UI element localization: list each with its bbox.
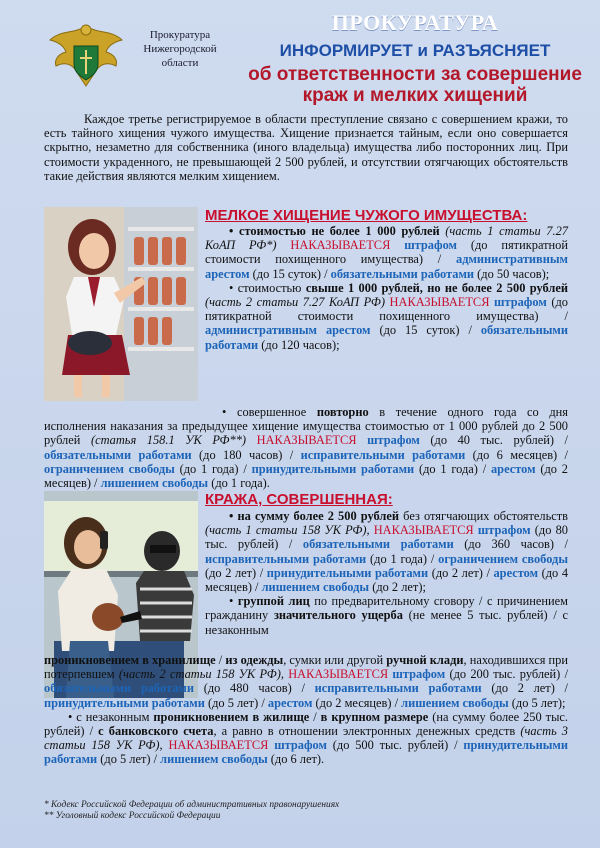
s1p3-q: (до 1 года) / bbox=[418, 461, 487, 476]
s2p2-u: (до 2 лет) / bbox=[491, 681, 568, 696]
s1p2-d: НАКАЗЫВАЕТСЯ bbox=[389, 295, 490, 310]
section2-body bbox=[205, 509, 568, 637]
s2p2-t: исправительными работами bbox=[314, 681, 482, 696]
intro-paragraph: Каждое третье регистрируемое в области преступление связано с совершением кражи, то есть тайного хищения чужого имущества. Хищение признается тайным, если оно совершается скрытно, незаметно для собственника (иного владельца) имущества либо посторонних лиц. При стоимости украденного, не превышающей 2 500 рублей, и отсутствии отягчающих обстоятельств такие действия являются мелким хищением. bbox=[44, 112, 568, 183]
s2p1-c: (часть 1 статьи 158 УК РФ), bbox=[205, 523, 370, 538]
s2p1-a: • на сумму более 2 500 рублей bbox=[229, 509, 400, 523]
s1p3-m: (до 6 месяцев) / bbox=[472, 447, 568, 462]
s1p3-a: • совершенное bbox=[222, 405, 307, 419]
s1p3-g: (до 40 тыс. рублей) / bbox=[430, 433, 568, 448]
s2p2-a: • bbox=[229, 594, 234, 609]
s2p1-r: (до 4 месяцев) / bbox=[205, 565, 569, 595]
s2p3-p: лишением свободы bbox=[160, 752, 268, 767]
s1p2-c: (часть 2 статьи 7.27 КоАП РФ) bbox=[205, 295, 385, 310]
s2p3-n: принудительными работами bbox=[44, 738, 568, 767]
s1p3-u: (до 1 года). bbox=[211, 476, 270, 491]
page-subtitle: ИНФОРМИРУЕТ и РАЗЪЯСНЯЕТ bbox=[279, 41, 551, 60]
s1p3-b: повторно bbox=[316, 405, 369, 419]
s2p2-q: (до 200 тыс. рублей) / bbox=[449, 667, 569, 682]
s2p1-t: (до 2 лет); bbox=[372, 580, 426, 595]
s1p1-b: (часть 1 статьи 7.27 КоАП РФ*) bbox=[205, 224, 568, 253]
s2p2-p: штрафом bbox=[392, 667, 446, 682]
s1p1-a: • стоимостью не более 1 000 рублей bbox=[229, 224, 440, 238]
s2p2-d: значительного ущерба bbox=[273, 608, 403, 623]
s2p2-s: (до 480 часов) / bbox=[203, 681, 305, 696]
s2p3-f: с банковского счета bbox=[98, 724, 214, 739]
s1p3-l: исправительными работами bbox=[300, 447, 466, 462]
s2p3-d: в крупном размере bbox=[320, 709, 429, 724]
s1p2-l: (до 120 часов); bbox=[261, 337, 340, 352]
prosecutor-emblem-icon bbox=[44, 20, 128, 92]
footnotes bbox=[44, 800, 568, 822]
s2p1-f: (до 80 тыс. рублей) / bbox=[205, 523, 568, 552]
s1p3-p: принудительными работами bbox=[251, 461, 415, 476]
s1p2-e: штрафом bbox=[494, 295, 547, 310]
topic-line-1: об ответственности за совершение bbox=[248, 64, 582, 85]
s2p2-r: обязательными работами bbox=[44, 681, 194, 696]
section1-item-3 bbox=[44, 405, 568, 490]
s2p2-m: , находившихся при потерпевшем bbox=[44, 653, 568, 682]
s2p2-g: / bbox=[218, 653, 223, 667]
s2p3-o: (до 5 лет) / bbox=[100, 752, 158, 767]
section2-item-1 bbox=[205, 509, 568, 594]
s2p2-e: (не менее 5 тыс. рублей) / с незаконным bbox=[205, 608, 568, 637]
s2p3-e: (на сумму более 250 тыс. рублей) / bbox=[44, 709, 568, 739]
s1p2-g: административным арестом bbox=[205, 323, 371, 338]
shoplifting-illustration bbox=[44, 207, 198, 401]
org-line-1: Прокуратура bbox=[149, 29, 211, 41]
section2-item-3 bbox=[44, 710, 568, 767]
s2p1-m: ограничением свободы bbox=[438, 551, 568, 566]
s1p2-b: свыше 1 000 рублей, но не более 2 500 рублей bbox=[305, 280, 568, 295]
s2p3-m: (до 500 тыс. рублей) / bbox=[332, 738, 458, 753]
s2p3-g: , а равно в отношении электронных денежных средств bbox=[213, 724, 516, 739]
s1p2-k: обязательными работами bbox=[205, 323, 568, 352]
section2-item-2-start bbox=[205, 594, 568, 637]
s2p2-o: НАКАЗЫВАЕТСЯ bbox=[288, 667, 389, 682]
s2p2-n: (часть 2 статьи 158 УК РФ), bbox=[118, 667, 284, 682]
s2p2-h: из одежды bbox=[225, 653, 284, 667]
s1p2-h: (до 15 суток) / bbox=[379, 323, 472, 338]
s1p3-c: в течение одного года со дня исполнения наказания за предыдущее хищение имущества стоимостью от 1 000 рублей до 2 500 рублей bbox=[44, 405, 568, 448]
s2p3-q: (до 6 лет). bbox=[270, 752, 325, 767]
footnote-1: * Кодекс Российской Федерации об административных правонарушениях bbox=[44, 800, 340, 810]
s2p2-w: (до 5 лет) / bbox=[207, 695, 265, 710]
org-line-2: Нижегородской bbox=[143, 43, 217, 55]
s1p3-o: (до 1 года) / bbox=[179, 461, 247, 476]
s2p2-v: принудительными работами bbox=[44, 695, 205, 710]
s2p3-l: штрафом bbox=[274, 738, 327, 753]
s2p2-c: по предварительному сговору / с причинением гражданину bbox=[205, 594, 568, 623]
s2p3-k: НАКАЗЫВАЕТСЯ bbox=[168, 738, 269, 753]
section2-title: КРАЖА, СОВЕРШЕННАЯ: bbox=[205, 491, 393, 508]
s2p1-b: без отягчающих обстоятельств bbox=[403, 509, 568, 523]
section1-item-1 bbox=[205, 224, 568, 281]
s1p1-d: штрафом bbox=[404, 238, 457, 253]
s1p3-k: (до 180 часов) / bbox=[199, 447, 294, 462]
s2p2-b: группой лиц bbox=[237, 594, 310, 609]
s1p3-h: обязательными работами bbox=[44, 447, 192, 462]
s2p3-h: (часть 3 статьи 158 УК РФ), bbox=[44, 724, 569, 753]
s2p2-k: , сумки или другой bbox=[283, 653, 384, 667]
s1p3-r: арестом bbox=[490, 461, 536, 476]
s1p1-g: (до 15 суток) / bbox=[252, 266, 328, 281]
s2p2-y: (до 2 месяцев) / bbox=[315, 695, 399, 710]
s2p1-e: штрафом bbox=[477, 523, 531, 538]
s2p1-q: арестом bbox=[493, 565, 539, 580]
section2-item-2-end bbox=[44, 653, 568, 710]
footnote-2: ** Уголовный кодекс Российской Федерации bbox=[44, 811, 221, 821]
section1-title: МЕЛКОЕ ХИЩЕНИЕ ЧУЖОГО ИМУЩЕСТВА: bbox=[205, 207, 528, 224]
s1p3-d: (статья 158.1 УК РФ**) bbox=[90, 433, 247, 448]
s2p1-p: (до 2 лет) / bbox=[431, 565, 490, 580]
s2p2-l: ручной клади bbox=[386, 653, 464, 667]
header bbox=[0, 0, 600, 112]
s1p1-c: НАКАЗЫВАЕТСЯ bbox=[290, 238, 391, 253]
s2p1-d: НАКАЗЫВАЕТСЯ bbox=[373, 523, 474, 538]
s2p1-l: (до 1 года) / bbox=[370, 551, 435, 566]
s1p3-n: ограничением свободы bbox=[44, 461, 175, 476]
s2p1-s: лишением свободы bbox=[261, 580, 370, 595]
s2p3-b: проникновением в жилище bbox=[153, 709, 310, 724]
s2p2-x: арестом bbox=[267, 695, 313, 710]
page-title: ПРОКУРАТУРА bbox=[331, 10, 499, 35]
s2p3-a: • с незаконным bbox=[68, 709, 150, 724]
org-name bbox=[130, 28, 230, 70]
s1p3-e: НАКАЗЫВАЕТСЯ bbox=[256, 433, 357, 448]
s2p1-g: обязательными работами bbox=[302, 537, 454, 552]
s2p1-h: (до 360 часов) / bbox=[464, 537, 568, 552]
topic-heading bbox=[230, 64, 600, 106]
org-line-3: области bbox=[161, 57, 199, 69]
s1p1-k: (до 50 часов); bbox=[477, 266, 550, 281]
topic-line-2: краж и мелких хищений bbox=[302, 85, 528, 106]
s2p2-z: лишением свободы bbox=[401, 695, 509, 710]
s2p1-k: исправительными работами bbox=[205, 551, 367, 566]
s1p1-f: административным арестом bbox=[205, 252, 568, 281]
s1p1-e: (до пятикратной стоимости похищенного имущества) / bbox=[205, 238, 568, 267]
section1-item-2 bbox=[205, 281, 568, 352]
s1p3-s: (до 2 месяцев) / bbox=[44, 461, 568, 491]
s1p2-f: (до пятикратной стоимости похищенного имущества) / bbox=[205, 295, 568, 324]
s1p1-h: обязательными работами bbox=[330, 266, 475, 281]
section1-body bbox=[205, 224, 568, 352]
s1p3-f: штрафом bbox=[367, 433, 420, 448]
s2p2-f: проникновением в хранилище bbox=[44, 653, 216, 667]
s2p3-c: / bbox=[313, 709, 317, 724]
section2-body-continued bbox=[44, 653, 568, 767]
s2p1-o: принудительными работами bbox=[266, 565, 429, 580]
s2p1-n: (до 2 лет) / bbox=[205, 565, 264, 580]
s1p2-a: • стоимостью bbox=[229, 280, 302, 295]
s2p2-z2: (до 5 лет); bbox=[511, 695, 566, 710]
s1p3-t: лишением свободы bbox=[100, 476, 209, 491]
